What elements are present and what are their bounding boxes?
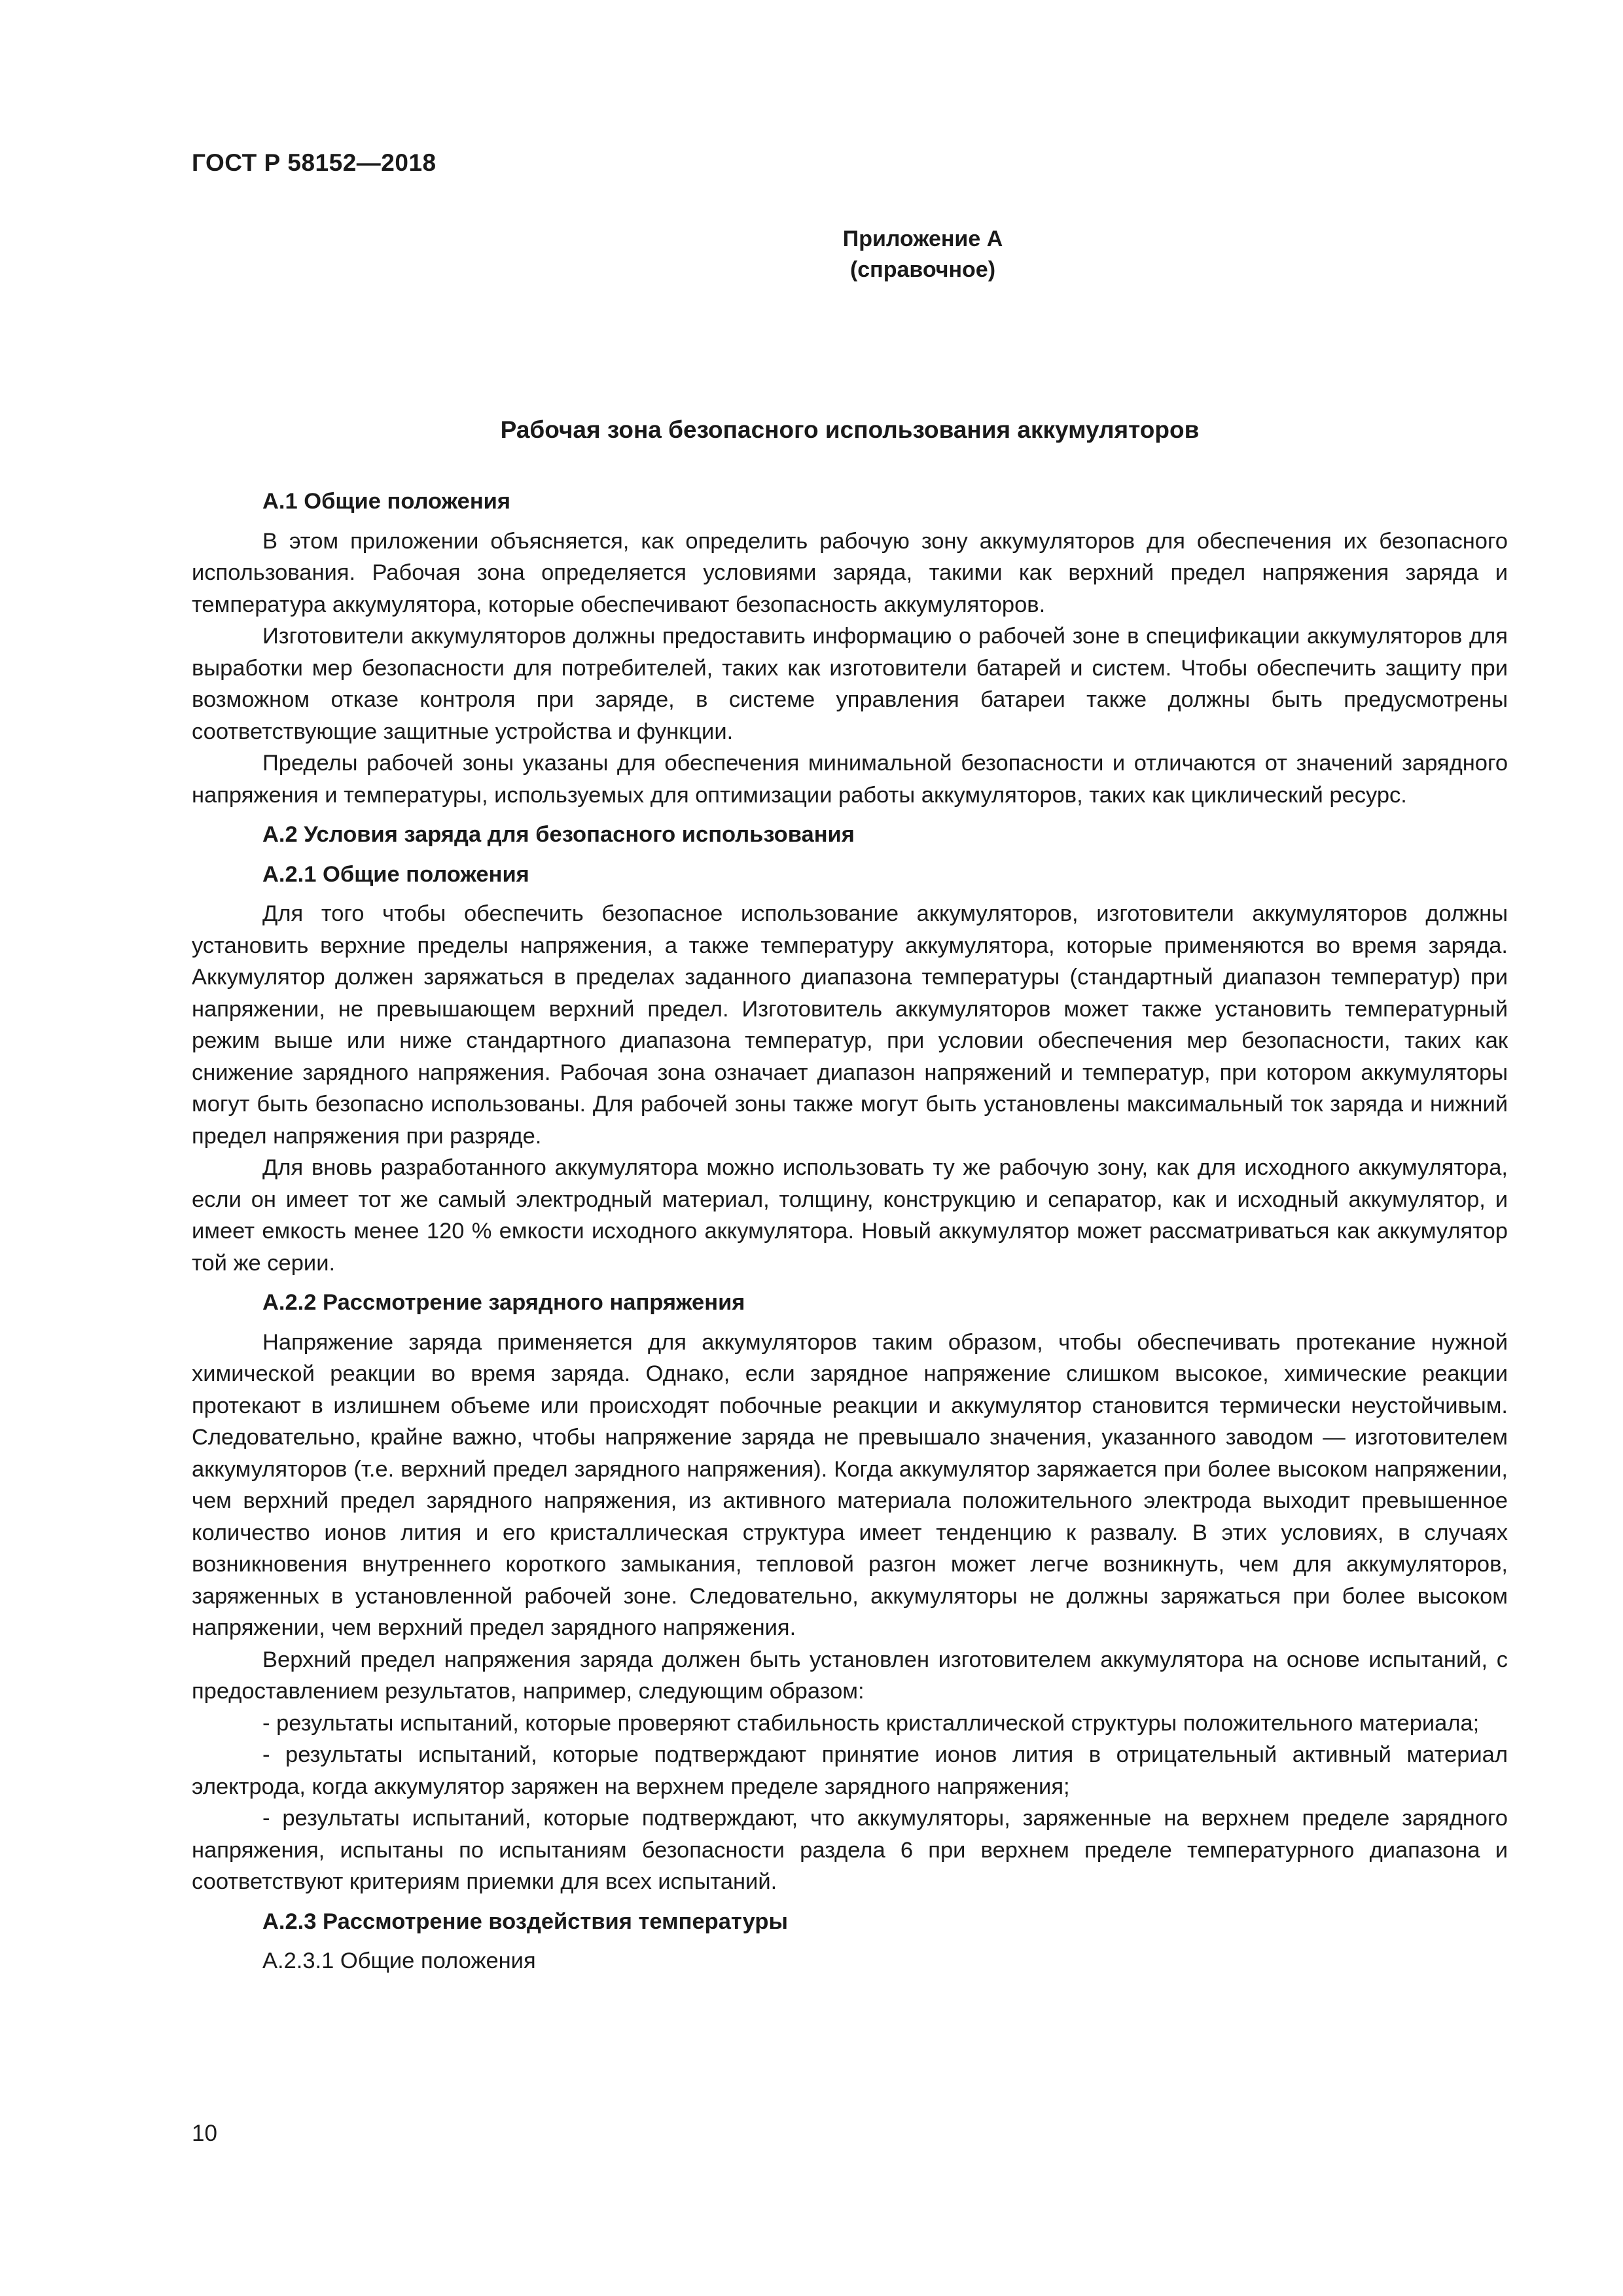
section-heading-a2-1: А.2.1 Общие положения bbox=[262, 861, 529, 887]
appendix-label: Приложение А bbox=[842, 226, 1003, 251]
document-body bbox=[192, 486, 1508, 1977]
appendix-title: Рабочая зона безопасного использования аккумуляторов bbox=[500, 416, 1200, 443]
list-item: - результаты испытаний, которые подтверждают, что аккумуляторы, заряженные на верхнем пределе зарядного напряжения, испытаны по испытаниям безопасности раздела 6 при верхнем пределе температурного диапазона и соответствуют критериям приемки для всех испытаний. bbox=[192, 1806, 1508, 1894]
section-heading-a2: А.2 Условия заряда для безопасного использования bbox=[262, 822, 855, 847]
section-heading-a2-2: А.2.2 Рассмотрение зарядного напряжения bbox=[262, 1290, 745, 1315]
page-number: 10 bbox=[192, 2121, 217, 2146]
document-code: ГОСТ Р 58152—2018 bbox=[192, 149, 437, 176]
subsection-heading-a2-3-1: А.2.3.1 Общие положения bbox=[262, 1948, 536, 1973]
section-heading-a2-3: А.2.3 Рассмотрение воздействия температуры bbox=[262, 1909, 788, 1934]
paragraph: Пределы рабочей зоны указаны для обеспечения минимальной безопасности и отличаются от значений зарядного напряжения и температуры, используемых для оптимизации работы аккумуляторов, таких как циклический ресурс. bbox=[192, 751, 1508, 808]
section-heading-a1: А.1 Общие положения bbox=[262, 489, 511, 514]
appendix-kind: (справочное) bbox=[849, 257, 996, 282]
paragraph: В этом приложении объясняется, как определить рабочую зону аккумуляторов для обеспечения их безопасного использования. Рабочая зона определяется условиями заряда, такими как верхний предел напряжения заряда и температура аккумулятора, которые обеспечивают безопасность аккумуляторов. bbox=[192, 528, 1508, 617]
paragraph: Изготовители аккумуляторов должны предоставить информацию о рабочей зоне в спецификации аккумуляторов для выработки мер безопасности для потребителей, таких как изготовители батарей и систем. Чтобы обеспечить защиту при возможном отказе контроля при заряде, в системе управления батареи также должны быть предусмотрены соответствующие защитные устройства и функции. bbox=[192, 624, 1508, 744]
paragraph: Напряжение заряда применяется для аккумуляторов таким образом, чтобы обеспечивать протекание нужной химической реакции во время заряда. Однако, если зарядное напряжение слишком высокое, химические реакции протекают в излишнем объеме или происходят побочные реакции и аккумулятор становится термически неустойчивым. Следовательно, крайне важно, чтобы напряжение заряда не превышало значения, указанного заводом — изготовителем аккумуляторов (т.е. верхний предел зарядного напряжения). Когда аккумулятор заряжается при более высоком напряжении, чем верхний предел зарядного напряжения, из активного материала положительного электрода выходит превышенное количество ионов лития и его кристаллическая структура имеет тенденцию к развалу. В этих условиях, в случаях возникновения внутреннего короткого замыкания, тепловой разгон может легче возникнуть, чем для аккумуляторов, заряженных в установленной рабочей зоне. Следовательно, аккумуляторы не должны заряжаться при более высоком напряжении, чем верхний предел зарядного напряжения. bbox=[192, 1329, 1508, 1640]
paragraph: Для того чтобы обеспечить безопасное использование аккумуляторов, изготовители аккумуляторов должны установить верхние пределы напряжения, а также температуру аккумулятора, которые применяются во время заряда. Аккумулятор должен заряжаться в пределах заданного диапазона температуры (стандартный диапазон температур) при напряжении, не превышающем верхний предел. Изготовитель аккумуляторов может также установить температурный режим выше или ниже стандартного диапазона температур, при условии обеспечения мер безопасности, таких как снижение зарядного напряжения. Рабочая зона означает диапазон напряжений и температур, при котором аккумуляторы могут быть безопасно использованы. Для рабочей зоны также могут быть установлены максимальный ток заряда и нижний предел напряжения при разряде. bbox=[192, 901, 1508, 1149]
paragraph: Верхний предел напряжения заряда должен быть установлен изготовителем аккумулятора на основе испытаний, с предоставлением результатов, например, следующим образом: bbox=[192, 1647, 1508, 1704]
list-item: - результаты испытаний, которые подтверждают принятие ионов лития в отрицательный активный материал электрода, когда аккумулятор заряжен на верхнем пределе зарядного напряжения; bbox=[192, 1742, 1508, 1799]
paragraph: Для вновь разработанного аккумулятора можно использовать ту же рабочую зону, как для исходного аккумулятора, если он имеет тот же самый электродный материал, толщину, конструкцию и сепаратор, как и исходный аккумулятор, и имеет емкость менее 120 % емкости исходного аккумулятора. Новый аккумулятор может рассматриваться как аккумулятор той же серии. bbox=[192, 1155, 1508, 1276]
list-item: - результаты испытаний, которые проверяют стабильность кристаллической структуры положительного материала; bbox=[262, 1710, 1480, 1736]
